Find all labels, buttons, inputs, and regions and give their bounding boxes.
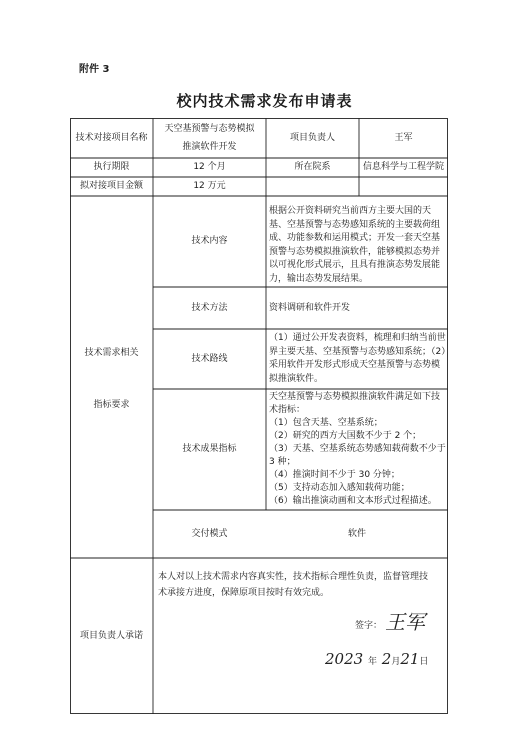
- commitment-line: 本人对以上技术需求内容真实性，技术指标合理性负责，监督管理技: [158, 572, 429, 582]
- requirements-label-line1: 技术需求相关: [84, 347, 139, 358]
- delivery-label: 交付模式: [191, 528, 228, 539]
- application-table: [70, 118, 451, 714]
- period-value: 12 个月: [193, 162, 226, 172]
- indicator-label: 技术成果指标: [182, 444, 237, 454]
- leader-value: 王军: [394, 132, 413, 143]
- date-year-unit: 年: [367, 657, 377, 667]
- route-label: 技术路线: [191, 353, 228, 364]
- content-line: 成、功能参数和运用模式；开发一套天空基: [269, 233, 441, 243]
- method-text: [269, 302, 350, 316]
- college-label: 所在院系: [294, 162, 331, 172]
- indicator-line: （6）输出推演动画和文本形式过程描述。: [269, 496, 437, 506]
- date-day: 21: [400, 650, 420, 668]
- content-line: 基、空基预警与态势感知系统的主要载荷组: [269, 219, 441, 230]
- sign-label: 签字：: [355, 621, 383, 631]
- content-text: [269, 205, 440, 286]
- date-year: 2023: [325, 650, 364, 668]
- date-day-unit: 日: [419, 657, 429, 667]
- college-value: 信息科学与工程学院: [362, 162, 444, 172]
- indicator-line: （3）天基、空基系统态势感知载荷数不少于: [269, 444, 446, 454]
- route-text: [269, 332, 450, 386]
- content-line: 预警与态势模拟推演软件，能够模拟态势并: [269, 246, 441, 257]
- indicator-text: [269, 391, 446, 508]
- date-month: 2: [381, 650, 392, 668]
- leader-label: 项目负责人: [289, 132, 335, 143]
- period-label: 执行期限: [93, 162, 130, 172]
- indicator-line: （5）支持动态加入感知载荷功能；: [269, 483, 410, 493]
- delivery-value: 软件: [347, 528, 366, 539]
- content-line: 以可视化形式展示，且具有推演态势发展能: [269, 260, 441, 270]
- method-label: 技术方法: [191, 302, 228, 313]
- amount-label: 拟对接项目金额: [79, 181, 143, 191]
- commitment-line: 术承接方进度，保障原项目按时有效完成。: [158, 588, 330, 598]
- content-label: 技术内容: [191, 236, 228, 246]
- commitment-text: [158, 569, 428, 601]
- indicator-line: 天空基预警与态势模拟推演软件满足如下技: [269, 392, 441, 402]
- project-name-line2: 推演软件开发: [182, 141, 237, 152]
- route-line: 界主要天基、空基预警与态势感知系统；（2）: [269, 346, 451, 357]
- indicator-line: （1）包含天基、空基系统；: [269, 418, 383, 428]
- content-line: 根据公开资料研究当前西方主要大国的天: [269, 206, 432, 216]
- page-title: 校内技术需求发布申请表: [176, 92, 353, 110]
- content-line: 力，输出态势发展结果。: [269, 273, 369, 284]
- indicator-line: （2）研究的西方大国数不少于 2 个；: [269, 431, 422, 441]
- commitment-label: 项目负责人承诺: [79, 630, 143, 641]
- date-month-unit: 月: [391, 657, 401, 667]
- indicator-line: （4）推演时间不少于 30 分钟；: [269, 470, 400, 480]
- requirements-label-line2: 指标要求: [93, 399, 130, 410]
- indicator-line: 术指标：: [269, 405, 306, 415]
- indicator-line: 3 种；: [269, 457, 296, 467]
- handwritten-signature: 王军: [385, 610, 425, 634]
- project-name-label: 技术对接项目名称: [75, 132, 148, 143]
- amount-value: 12 万元: [193, 181, 226, 191]
- project-name-line1: 天空基预警与态势模拟: [164, 123, 255, 134]
- attachment-label: 附件 3: [79, 64, 110, 75]
- method-value: 资料调研和软件开发: [269, 303, 351, 313]
- route-line: 拟推演软件。: [269, 373, 324, 384]
- route-line: （1）通过公开发表资料，梳理和归纳当前世: [269, 333, 446, 343]
- signature-date: [325, 650, 428, 668]
- route-line: 采用软件开发形式形成天空基预警与态势模: [269, 360, 441, 370]
